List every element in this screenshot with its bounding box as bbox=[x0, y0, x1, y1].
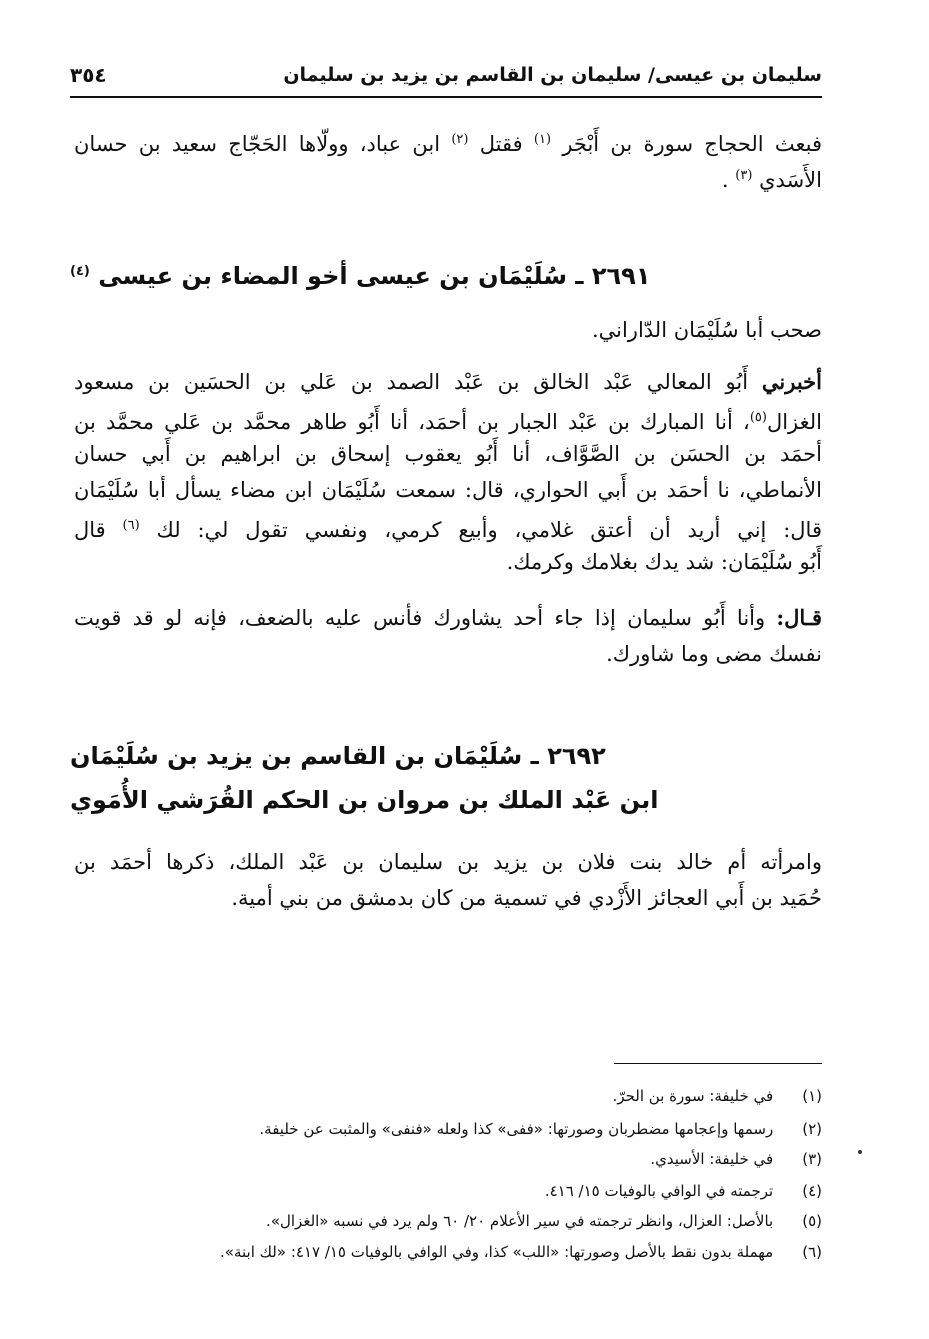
footnote-text: بالأصل: العزال، وانظر ترجمته في سير الأعلام ٢٠/ ٦٠ ولم يرد في نسبه «الغزال». bbox=[266, 1212, 774, 1230]
entry-2692-line-1: وامرأته أم خالد بنت فلان بن يزيد بن سليمان بن عَبْد الملك، ذكرها أحمَد بن bbox=[74, 850, 822, 874]
scan-speck bbox=[858, 1150, 862, 1154]
entry-2691-title-text: ٢٦٩١ ـ سُلَيْمَان بن عيسى أخو المضاء بن عيسى bbox=[98, 262, 651, 290]
footnote-number: (٢) bbox=[802, 1120, 822, 1138]
footnote-2 bbox=[259, 1117, 822, 1141]
footnote-number: (٣) bbox=[802, 1150, 822, 1168]
footnote-ref-2[interactable]: (٢) bbox=[451, 132, 469, 147]
entry-2691-title bbox=[70, 252, 650, 296]
entry-2692-title-2: ابن عَبْد الملك بن مروان بن الحكم القُرَشي الأُمَوي bbox=[70, 786, 659, 814]
intro-text-c: ابن عباد، وولّاها الحَجّاج سعيد بن حسان bbox=[74, 132, 441, 156]
footnote-6 bbox=[220, 1240, 822, 1264]
isnad-text-2a: الغزال bbox=[766, 410, 822, 434]
footnote-ref-6[interactable]: (٦) bbox=[122, 518, 140, 533]
entry-2692-title-1: ٢٦٩٢ ـ سُلَيْمَان بن القاسم بن يزيد بن سُلَيْمَان bbox=[70, 742, 606, 770]
intro-line-1 bbox=[74, 122, 822, 162]
footnote-1 bbox=[613, 1084, 822, 1108]
isnad-text-2b: ، أنا المبارك بن عَبْد الجبار بن أحمَد، أنا أَبُو طاهر محمَّد بن عَلي محمَّد بن bbox=[74, 410, 750, 434]
footnote-number: (٤) bbox=[802, 1182, 822, 1200]
footnote-number: (٦) bbox=[802, 1243, 822, 1261]
entry-2691-line-8 bbox=[74, 600, 822, 636]
isnad-text-6a: قال: إني أريد أن أعتق غلامي، وأبيع كرمي، ونفسي تقول لي: لك bbox=[156, 518, 822, 542]
entry-2691-line-5: الأنماطي، نا أحمَد بن أَبي الحواري، قال: سمعت سُلَيْمَان ابن مضاء يسأل أبا سُلَيْمَان bbox=[74, 478, 822, 502]
header-rule bbox=[70, 96, 822, 98]
intro-text-a: فبعث الحجاج سورة بن أَبْجَر bbox=[562, 132, 822, 156]
footnote-ref-5[interactable]: (٥) bbox=[749, 410, 767, 425]
isnad-text-6b: قال bbox=[74, 518, 106, 542]
footnote-text: ترجمته في الوافي بالوفيات ١٥/ ٤١٦. bbox=[544, 1182, 774, 1200]
footnote-text: مهملة بدون نقط بالأصل وصورتها: «اللب» كذا، وفي الوافي بالوفيات ١٥/ ٤١٧: «لك ابنة». bbox=[220, 1243, 774, 1261]
qal-keyword: قـال: bbox=[776, 605, 822, 630]
footnote-ref-1[interactable]: (١) bbox=[533, 132, 552, 147]
quote-text-1: وأنا أَبُو سليمان إذا جاء أحد يشاورك فأنس عليه بالضعف، فإنه لو قد قويت bbox=[74, 606, 766, 630]
page-number: ٣٥٤ bbox=[70, 63, 107, 87]
intro-text-d: الأَسَدي bbox=[759, 168, 822, 192]
entry-2691-line-4: أحمَد بن الحسَن بن الصَّوَّاف، أنا أَبُو يعقوب إسحاق بن ابراهيم بن أَبي حسان bbox=[74, 442, 822, 466]
running-header bbox=[70, 58, 822, 92]
entry-2691-line-9: نفسك مضى وما شاورك. bbox=[606, 642, 822, 666]
entry-2691-line-2 bbox=[74, 364, 822, 400]
entry-2691-line-7: أَبُو سُلَيْمَان: شد يدك بغلامك وكرمك. bbox=[506, 550, 822, 574]
intro-text-b: فقتل bbox=[479, 132, 523, 156]
entry-2691-line-6 bbox=[74, 508, 822, 548]
footnote-text: في خليفة: الأسيدي. bbox=[650, 1150, 774, 1168]
footnote-5 bbox=[266, 1209, 822, 1233]
akhbarani-keyword: أخبرني bbox=[761, 369, 822, 394]
footnote-text: في خليفة: سورة بن الحرّ. bbox=[612, 1087, 774, 1105]
footnote-number: (١) bbox=[802, 1087, 822, 1105]
footnote-rule bbox=[614, 1063, 822, 1064]
running-title: سليمان بن عيسى/ سليمان بن القاسم بن يزيد بن سليمان bbox=[283, 64, 822, 86]
footnote-ref-4[interactable]: (٤) bbox=[70, 264, 90, 279]
entry-2691-line-1: صحب أبا سُلَيْمَان الدّاراني. bbox=[591, 318, 822, 342]
intro-line-2 bbox=[722, 158, 822, 198]
footnote-text: رسمها وإعجامها مضطربان وصورتها: «ففى» كذا ولعله «فنفى» والمثبت عن خليفة. bbox=[259, 1120, 774, 1138]
footnote-3 bbox=[650, 1147, 822, 1171]
footnote-ref-3[interactable]: (٣) bbox=[735, 168, 753, 183]
isnad-text-1: أَبُو المعالي عَبْد الخالق بن عَبْد الصمد بن عَلي بن الحسَين بن مسعود bbox=[74, 370, 749, 394]
entry-2691-line-3 bbox=[74, 400, 822, 440]
footnote-4 bbox=[545, 1179, 822, 1203]
footnote-number: (٥) bbox=[802, 1212, 822, 1230]
entry-2692-line-2: حُمَيد بن أَبي العجائز الأَزْدي في تسمية من كان بدمشق من بني أمية. bbox=[231, 886, 822, 910]
intro-text-end: . bbox=[721, 168, 729, 192]
